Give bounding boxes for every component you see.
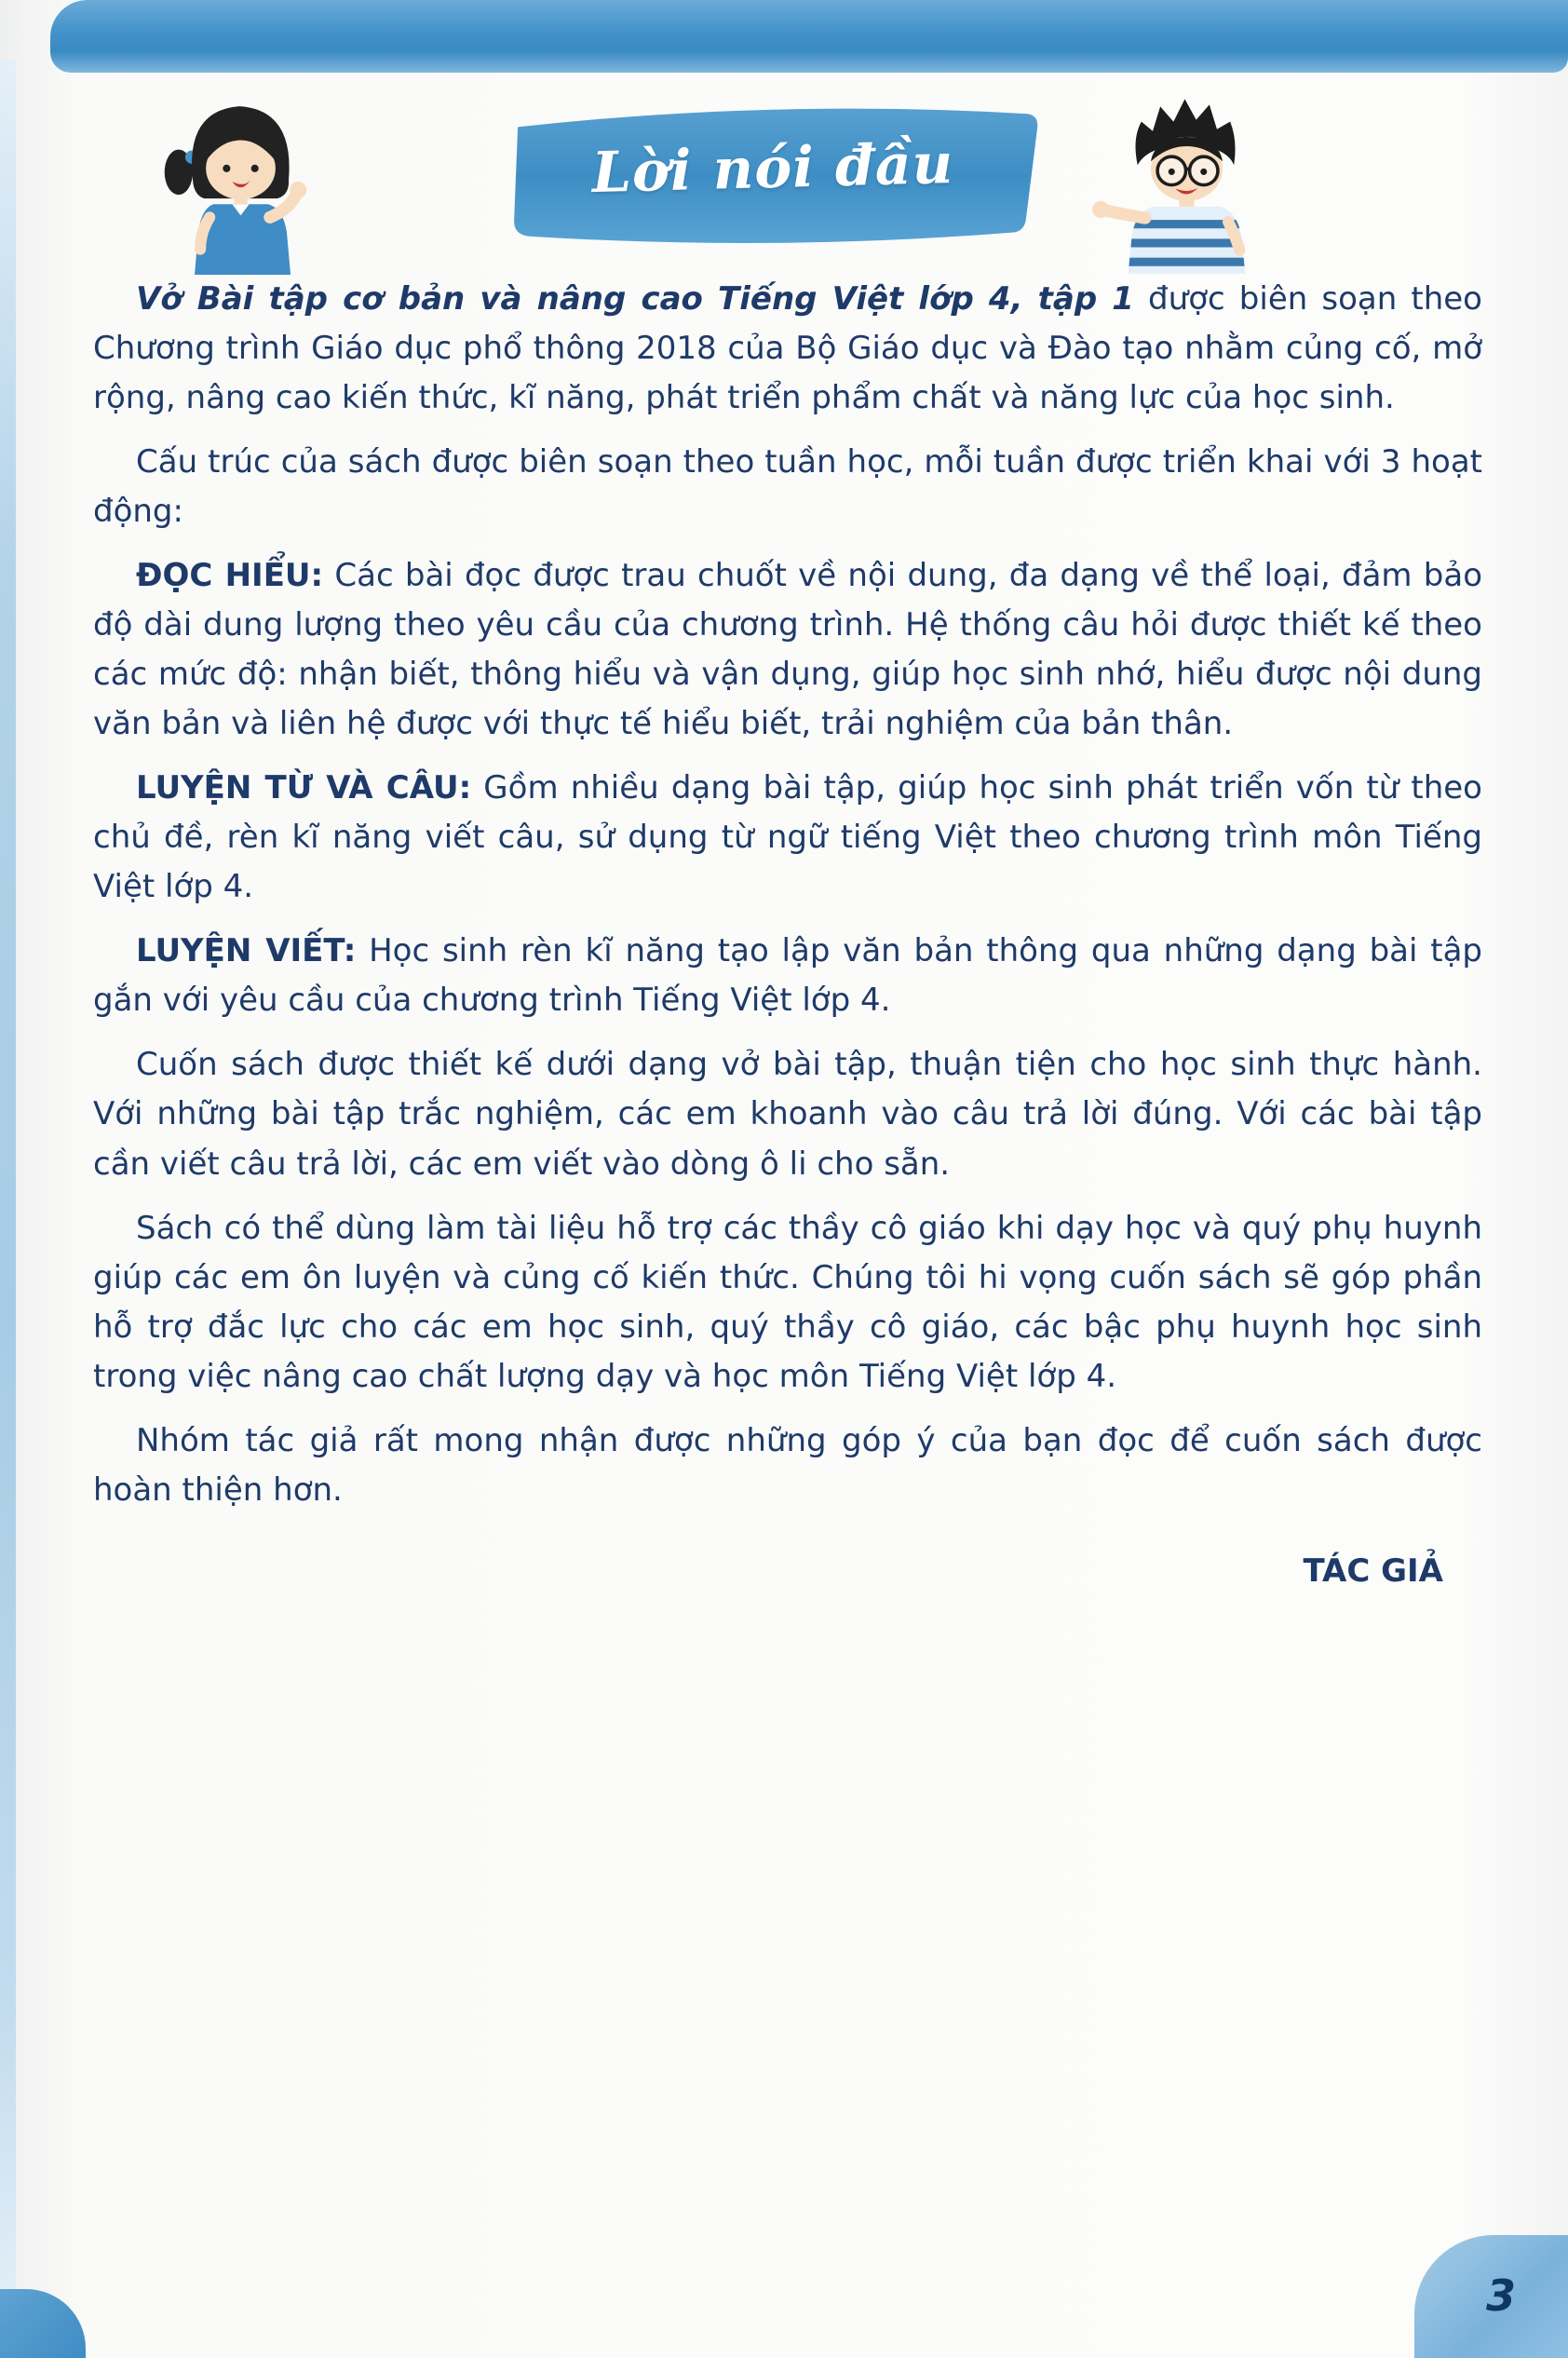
paragraph-text: được biên soạn theo Chương trình Giáo dục phổ thông 2018 của Bộ Giáo dục và Đào tạo nhằm củng cố, mở rộng, nâng cao kiến thức, kĩ năng, phát triển phẩm chất và năng lực của học sinh. [93, 280, 1482, 417]
header [0, 82, 1568, 291]
section-heading: LUYỆN VIẾT: [136, 932, 357, 970]
paragraph-feedback [93, 1416, 1482, 1515]
top-border-band [50, 0, 1568, 73]
paragraph-text: Nhóm tác giả rất mong nhận được những góp ý của bạn đọc để cuốn sách được hoàn thiện hơn. [93, 1421, 1482, 1509]
paragraph-text: Gồm nhiều dạng bài tập, giúp học sinh phát triển vốn từ theo chủ đề, rèn kĩ năng viết câu, sử dụng từ ngữ tiếng Việt theo chương trình môn Tiếng Việt lớp 4. [93, 769, 1482, 906]
paragraph-text: Sách có thể dùng làm tài liệu hỗ trợ các thầy cô giáo khi dạy học và quý phụ huynh giúp các em ôn luyện và củng cố kiến thức. Chúng tôi hi vọng cuốn sách sẽ góp phần hỗ trợ đắc lực cho các em học sinh, quý thầy cô giáo, các bậc phụ huynh học sinh trong việc nâng cao chất lượng dạy và học môn Tiếng Việt lớp 4. [93, 1209, 1482, 1395]
left-edge-strip [0, 60, 16, 2358]
paragraph-luyen-viet [93, 927, 1482, 1025]
book-title-lead: Vở Bài tập cơ bản và nâng cao Tiếng Việt lớp 4, tập 1 [136, 280, 1134, 318]
author-signature: TÁC GIẢ [1303, 1552, 1443, 1590]
paragraph-text: Cấu trúc của sách được biên soạn theo tuần học, mỗi tuần được triển khai với 3 hoạt động: [93, 443, 1482, 531]
paragraph-support [93, 1204, 1482, 1402]
paragraph-text: Các bài đọc được trau chuốt về nội dung, đa dạng về thể loại, đảm bảo độ dài dung lượng theo yêu cầu của chương trình. Hệ thống câu hỏi được thiết kế theo các mức độ: nhận biết, thông hiểu và vận dụng, giúp học sinh nhớ, hiểu được nội dung văn bản và liên hệ được với thực tế hiểu biết, trải nghiệm của bản thân. [93, 557, 1482, 743]
paragraph-text: Học sinh rèn kĩ năng tạo lập văn bản thông qua những dạng bài tập gắn với yêu cầu của chương trình Tiếng Việt lớp 4. [93, 932, 1482, 1020]
paragraph-intro [93, 275, 1482, 423]
section-heading: ĐỌC HIỂU: [136, 557, 324, 595]
paragraph-structure [93, 438, 1482, 536]
paragraph-doc-hieu [93, 551, 1482, 749]
bottom-left-corner-tab [0, 2289, 86, 2358]
title-banner [501, 95, 1045, 255]
paragraph-luyen-tu-va-cau [93, 764, 1482, 912]
paragraph-usage [93, 1040, 1482, 1188]
boy-illustration [1085, 82, 1288, 276]
section-heading: LUYỆN TỪ VÀ CÂU: [136, 769, 472, 807]
page-title: Lời nói đầu [590, 130, 955, 207]
preface-text [93, 275, 1482, 1596]
girl-illustration [156, 89, 322, 278]
page-number: 3 [1485, 2270, 1516, 2321]
paragraph-text: Cuốn sách được thiết kế dưới dạng vở bài tập, thuận tiện cho học sinh thực hành. Với những bài tập trắc nghiệm, các em khoanh vào câu trả lời đúng. Với các bài tập cần viết câu trả lời, các em viết vào dòng ô li cho sẵn. [93, 1046, 1482, 1183]
